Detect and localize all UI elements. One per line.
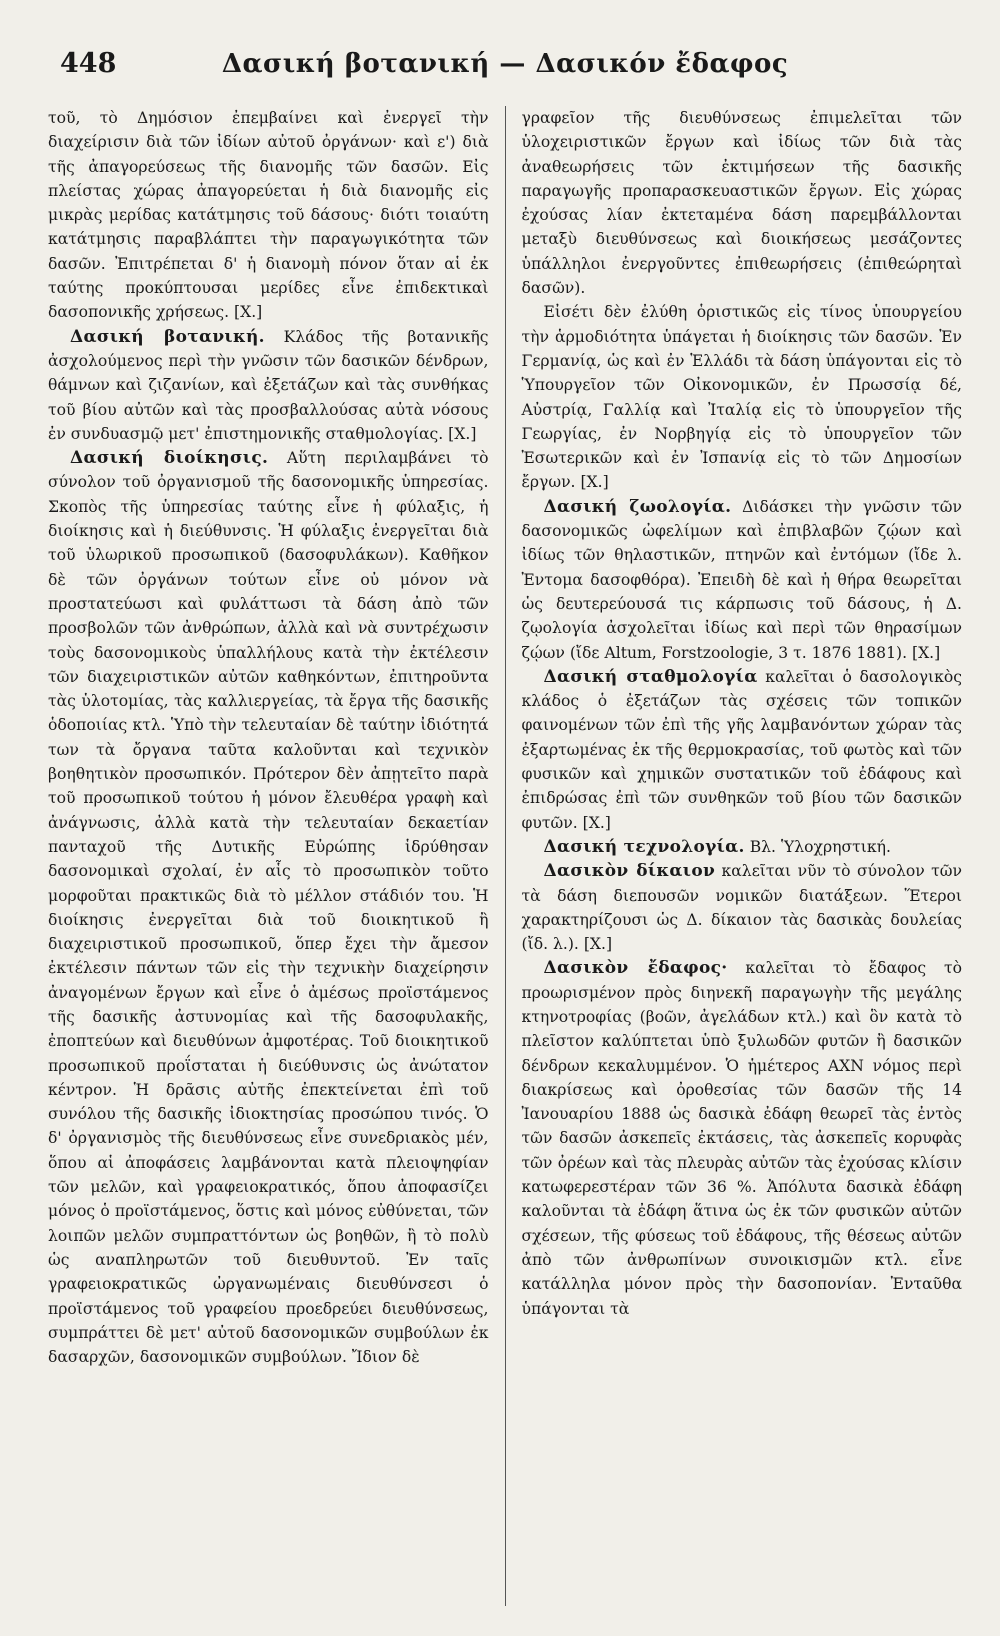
entry-text: καλεῖται τὸ ἔδαφος τὸ προωρισμένον πρὸς διηνεκῆ παραγωγὴν τῆς μεγάλης κτηνοτροφίας (βοῶν, ἀγελάδων κτλ.) καὶ ὃν κατὰ τὸ πλεῖστον καλύπτεται ὑπὸ ξυλωδῶν φυτῶν ἢ δασικῶν δένδρων κεκαλυμμένον. Ὁ ἡμέτερος ΑΧΝ νόμος περὶ διακρίσεως καὶ ὀροθεσίας τῶν δασῶν τῆς 14 Ἰανουαρίου 1888 ὡς δασικὰ ἐδάφη θεωρεῖ τὰς ἐντὸς τῶν δασῶν ἀσκεπεῖς ἐκτάσεις, τὰς ἀσκεπεῖς κορυφὰς τῶν ὀρέων καὶ τὰς πλευρὰς αὐτῶν τὰς ἐχούσας κλίσιν κατωφερεστέραν τῶν 36 %. Ἀπόλυτα δασικὰ ἐδάφη καλοῦνται τὰ ἐδάφη ἅτινα ὡς ἐκ τῶν φυσικῶν αὐτῶν σχέσεων, τῆς φύσεως τοῦ ἐδάφους, τῆς θέσεως αὐτῶν ἀπὸ τῶν ἀνθρωπίνων συνοικισμῶν κτλ. εἶνε κατάλληλα μόνον πρὸς τὴν δασοπονίαν. Ἐνταῦθα ὑπάγονται τὰ [521, 959, 962, 1318]
entry-text: Κλάδος τῆς βοτανικῆς ἀσχολούμενος περὶ τὴν γνῶσιν τῶν δασικῶν δένδρων, θάμνων καὶ ζιζανίων, καὶ ἐξετάζων καὶ τὰς συνθήκας τοῦ βίου αὐτῶν καὶ τὰς προσβαλλούσας αὐτὰ νόσους ἐν συνδυασμῷ μετ' ἐπιστημονικῆς σταθμολογίας. [Χ.] [48, 327, 489, 443]
entry [522, 665, 963, 835]
entry-headword: Δασική βοτανική. [70, 326, 265, 347]
entry-headword: Δασικὸν ἔδαφος· [543, 958, 728, 979]
entry-text: Βλ. Ὑλοχρηστική. [749, 837, 891, 856]
entry [522, 859, 963, 956]
entry-headword: Δασική διοίκησις. [70, 448, 269, 469]
paragraph-text: γραφεῖον τῆς διευθύνσεως ἐπιμελεῖται τῶν ὑλοχειριστικῶν ἔργων καὶ ἰδίως τῶν διὰ τὰς ἀναθεωρήσεις τῶν ἐκτιμήσεων τῆς δασικῆς παραγωγῆς προπαρασκευαστικῶν ἔργων. Εἰς χώρας ἐχούσας λίαν ἐκτεταμένα δάση παρεμβάλλονται μεταξὺ διευθύνσεως καὶ διοικήσεως μεσάζοντες ὑπάλληλοι ἐνεργοῦντες ἐπιθεωρήσεις (ἐπιθεώρηταὶ δασῶν). [521, 109, 962, 298]
entry-headword: Δασική ζωολογία. [543, 496, 732, 517]
entry [522, 835, 963, 859]
entry-text: καλεῖται νῦν τὸ σύνολον τῶν τὰ δάση διεπουσῶν νομικῶν διατάξεων. Ἕτεροι χαρακτηρίζουσι ὡς Δ. δίκαιον τὰς δασικὰς δουλείας (ἴδ. λ.). [Χ.] [521, 862, 962, 954]
page-number: 448 [60, 48, 117, 79]
entry [48, 446, 489, 1369]
entry [522, 956, 963, 1320]
paragraph-text: Εἰσέτι δὲν ἐλύθη ὁριστικῶς εἰς τίνος ὑπουργείου τὴν ἁρμοδιότητα ὑπάγεται ἡ διοίκησις τῶν δασῶν. Ἐν Γερμανίᾳ, ὡς καὶ ἐν Ἑλλάδι τὰ δάση ὑπάγονται εἰς τὸ Ὑπουργεῖον τῶν Οἰκονομικῶν, ἐν Πρωσσίᾳ δέ, Αὐστρίᾳ, Γαλλίᾳ καὶ Ἰταλίᾳ εἰς τὸ ὑπουργεῖον τῆς Γεωργίας, ἐν Νορβηγίᾳ εἰς τὸ ὑπουργεῖον τῶν Ἐσωτερικῶν καὶ ἐν Ἰσπανίᾳ εἰς τὸ τῶν Δημοσίων ἔργων. [Χ.] [521, 303, 962, 492]
paragraph [522, 300, 963, 494]
entry-text: καλεῖται ὁ δασολογικὸς κλάδος ὁ ἐξετάζων τὰς σχέσεις τῶν τοπικῶν φαινομένων τῶν ἐπὶ τῆς γῆς λαμβανόντων χώραν τὰς ἐξαρτωμένας ἐκ τῆς θερμοκρασίας, τοῦ φωτὸς καὶ τῶν φυσικῶν καὶ χημικῶν συστατικῶν τοῦ ἐδάφους καὶ ἐπιδρώσας ἐπὶ τῶν συνθηκῶν τοῦ βίου τῶν δασικῶν φυτῶν. [Χ.] [521, 667, 962, 832]
text-columns [48, 106, 962, 1606]
entry-text: Αὕτη περιλαμβάνει τὸ σύνολον τοῦ ὀργανισμοῦ τῆς δασονομικῆς ὑπηρεσίας. Σκοπὸς τῆς ὑπηρεσίας ταύτης εἶνε ἡ φύλαξις, ἡ διοίκησις καὶ ἡ διεύθυνσις. Ἡ φύλαξις ἐνεργεῖται διὰ τοῦ ὑλωρικοῦ προσωπικοῦ (δασοφυλάκων). Καθῆκον δὲ τῶν ὀργάνων τούτων εἶνε οὐ μόνον νὰ προστατεύωσι καὶ φυλάττωσι τὰ δάση ἀπὸ τῶν προσβολῶν τῶν ἀνθρώπων, ἀλλὰ καὶ νὰ συντρέχωσιν τοὺς δασονομικοὺς ὑπαλλήλους κατὰ τὴν ἐκτέλεσιν τῶν διαχειριστικῶν αὐτῶν καθηκόντων, ἐπιτηροῦντα τὰς ὑλοτομίας, τὰς καλλιεργείας, τὰ ἔργα τῆς δασικῆς ὁδοποιίας κτλ. Ὑπὸ τὴν τελευταίαν δὲ ταύτην ἰδιότητά των τὰ ὄργανα ταῦτα καλοῦνται καὶ τεχνικὸν βοηθητικὸν προσωπικόν. Πρότερον δὲν ἀπῃτεῖτο παρὰ τοῦ προσωπικοῦ τούτου ἡ μόνον ἔλευθέρα γραφὴ καὶ ἀνάγνωσις, ἀλλὰ κατὰ τὴν τελευταίαν δεκαετίαν πανταχοῦ τῆς Δυτικῆς Εὐρώπης ἱδρύθησαν δασονομικαὶ σχολαί, ἐν αἷς τὸ προσωπικὸν τοῦτο μορφοῦται πρακτικῶς διὰ τὸ μέλλον στάδιόν του. Ἡ διοίκησις ἐνεργεῖται διὰ τοῦ διοικητικοῦ ἢ διαχειριστικοῦ προσωπικοῦ, ὅπερ ἔχει τὴν ἄμεσον ἐκτέλεσιν πάντων τῶν εἰς τὴν τεχνικὴν διαχείρησιν ἀναγομένων ἔργων καὶ εἶνε ὁ ἀμέσως προϊστάμενος τῆς δασικῆς ἀστυνομίας καὶ τῆς δασοφυλακῆς, ἐποπτεύων καὶ διευθύνων ἀμφοτέρας. Τοῦ διοικητικοῦ προσωπικοῦ προΐσταται ἡ διεύθυνσις ὡς ἀνώτατον κέντρον. Ἡ δρᾶσις αὐτῆς ἐπεκτείνεται ἐπὶ τοῦ συνόλου τῆς δασικῆς ἰδιοκτησίας προσώπου τινός. Ὁ δ' ὀργανισμὸς τῆς διευθύνσεως εἶνε συνεδριακὸς μέν, ὅπου αἱ ἀποφάσεις λαμβάνονται κατὰ πλειοψηφίαν τῶν μελῶν, καὶ γραφειοκρατικός, ὅπου ἀποφασίζει μόνος ὁ προϊστάμενος, ὅστις καὶ μόνος εὐθύνεται, τῶν λοιπῶν μελῶν συμπραττόντων ὡς βοηθῶν, ἢ τὸ πολὺ ὡς αναπληρωτῶν τοῦ διευθυντοῦ. Ἐν ταῖς γραφειοκρατικῶς ὠργανωμέναις διευθύνσεσι ὁ προϊστάμενος τοῦ γραφείου προεδρεύει διευθύνσεως, συμπράττει δὲ μετ' αὐτοῦ δασονομικῶν συμβούλων ἐκ δασαρχῶν, δασονομικῶν συμβούλων. Ἴδιον δὲ [48, 449, 489, 1367]
entry-headword: Δασική τεχνολογία. [543, 836, 745, 857]
entry-headword: Δασική σταθμολογία [543, 666, 758, 687]
right-column [505, 106, 963, 1606]
paragraph-text: τοῦ, τὸ Δημόσιον ἐπεμβαίνει καὶ ἐνεργεῖ τὴν διαχείρισιν διὰ τῶν ἰδίων αὐτοῦ ὀργάνων· καὶ ε') διὰ τῆς ἀπαγορεύσεως τῆς διανομῆς τῶν δασῶν. Εἰς πλείστας χώρας ἀπαγορεύεται ἡ διὰ διανομῆς εἰς μικρὰς μερίδας κατάτμησις τοῦ δάσους· διότι τοιαύτη κατάτμησις παραβλάπτει τὴν παραγωγικότητα τῶν δασῶν. Ἐπιτρέπεται δ' ἡ διανομὴ πόνον ὅταν αἱ ἐκ ταύτης προκύπτουσαι μερίδες εἶνε ἐπιδεκτικαὶ δασοπονικῆς χρήσεως. [Χ.] [48, 109, 489, 322]
entry [48, 325, 489, 446]
page-header [48, 44, 962, 84]
running-title: Δασική βοτανική — Δασικόν ἔδαφος [221, 49, 789, 79]
paragraph [48, 106, 489, 325]
entry-headword: Δασικὸν δίκαιον [543, 861, 716, 882]
left-column [48, 106, 505, 1606]
entry [522, 495, 963, 665]
entry-text: Διδάσκει τὴν γνῶσιν τῶν δασονομικῶς ὠφελίμων καὶ ἐπιβλαβῶν ζῴων καὶ ἰδίως τῶν θηλαστικῶν, πτηνῶν καὶ ἐντόμων (ἴδε λ. Ἐντομα δασοφθόρα). Ἐπειδὴ δὲ καὶ ἡ θήρα θεωρεῖται ὡς δευτερεύουσά τις κάρπωσις τοῦ δάσους, ἡ Δ. ζῳολογία ἀσχολεῖται ἰδίως καὶ περὶ τῶν θηρασίμων ζῴων (ἴδε Altum, Forstzoologie, 3 τ. 1876 1881). [Χ.] [521, 497, 962, 662]
paragraph [522, 106, 963, 300]
